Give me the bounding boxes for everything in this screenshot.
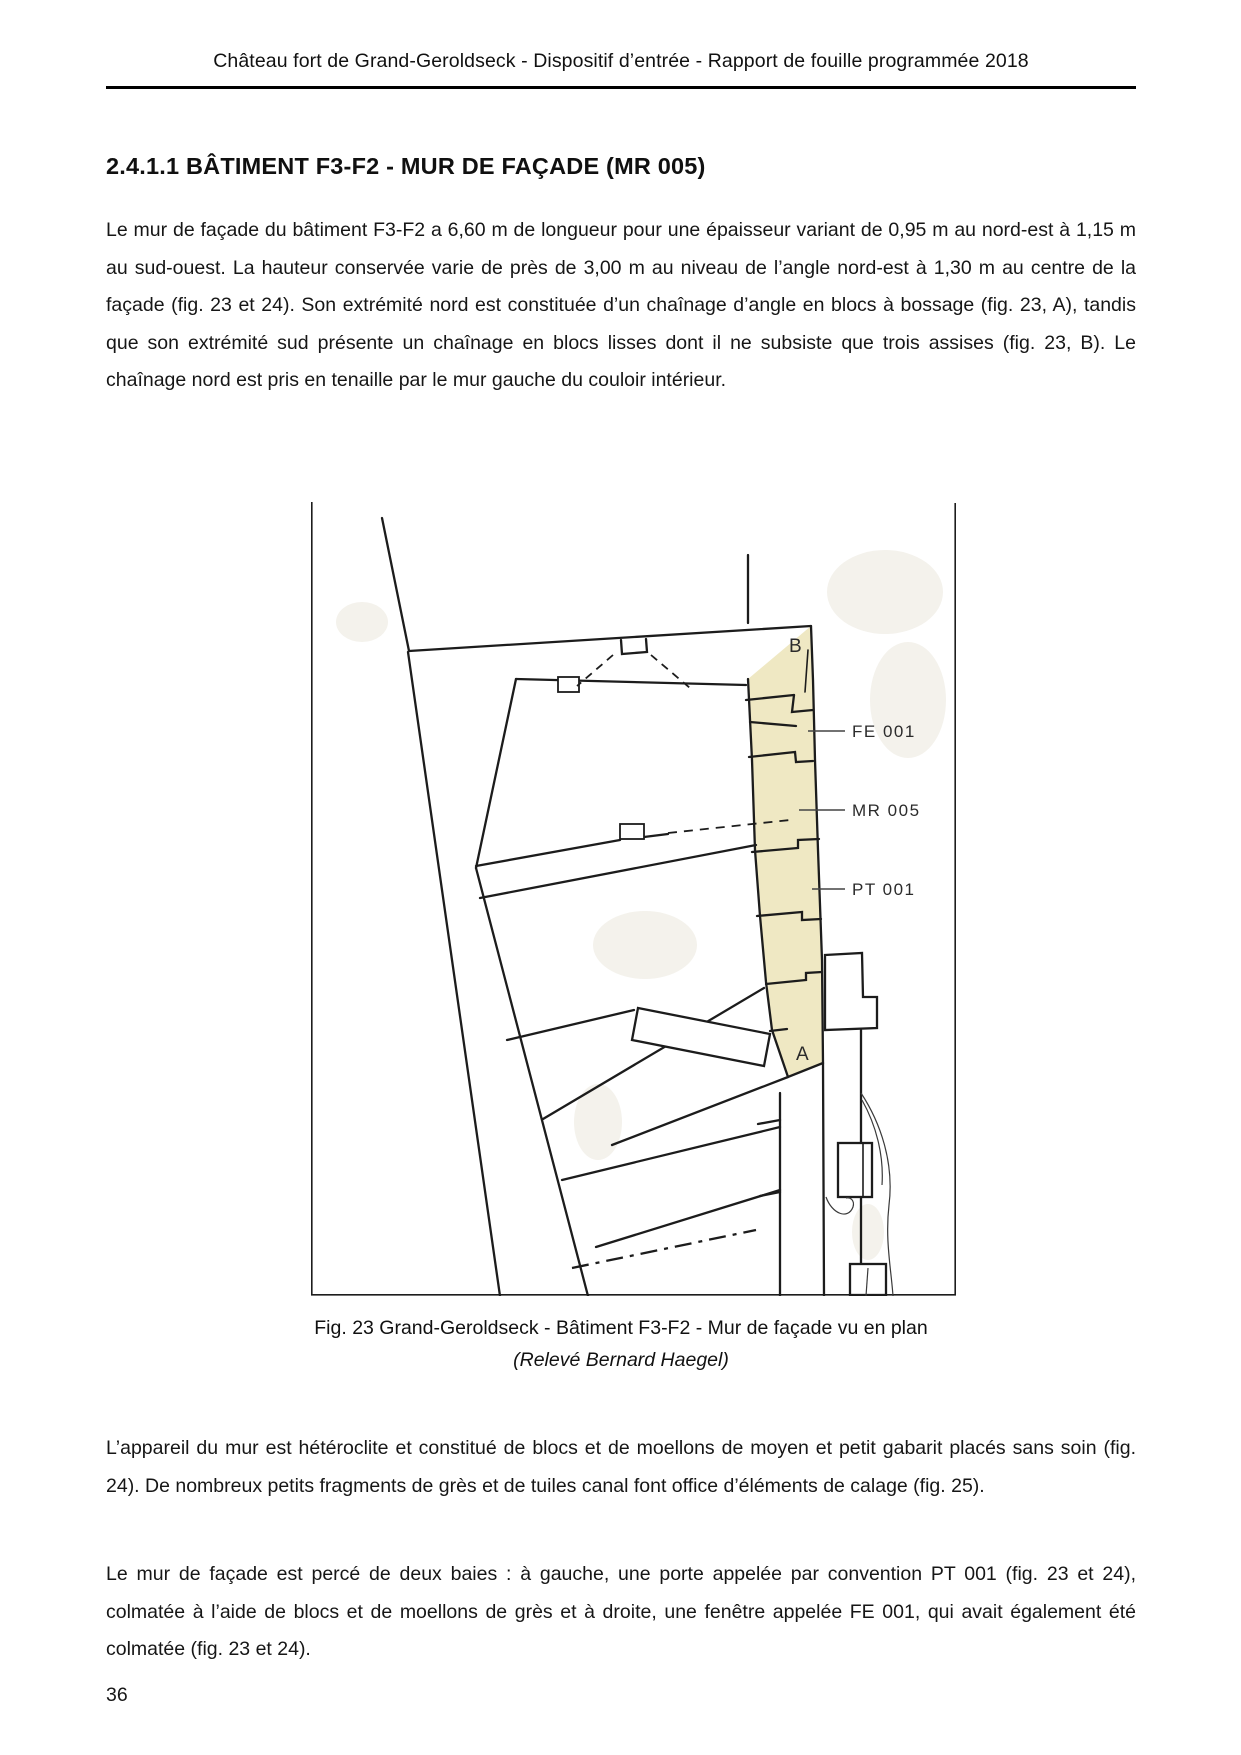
label-wall-mr005: MR 005 (852, 801, 921, 820)
building-top-wall (516, 679, 746, 685)
paragraph-masonry: L’appareil du mur est hétéroclite et constitué de blocs et de moellons de moyen et petit gabarit placés sans soin (fig. 24). De nombreux petits fragments de grès et de tuiles canal font office d’éléments de calage (fig. 25). (106, 1437, 1136, 1497)
figure-caption-credit: (Relevé Bernard Haegel) (513, 1349, 729, 1371)
header-rule (106, 86, 1136, 89)
east-building-step (825, 953, 877, 1030)
threshold-block (632, 1008, 770, 1066)
west-wall-outer (408, 652, 500, 1296)
paragraph-openings: Le mur de façade est percé de deux baies : à gauche, une porte appelée par convention PT 001 (fig. 23 et 24), colmatée à l’aide de blocs et de moellons de grès et à droite, une fenêtre appelée FE 001, qui avait également été colmatée (fig. 23 et 24). (106, 1563, 1136, 1661)
north-enclosure-wall (409, 626, 811, 651)
northwest-diagonal-wall (382, 518, 409, 651)
building-left-wall (476, 679, 516, 868)
running-header: Château fort de Grand-Geroldseck - Dispositif d’entrée - Rapport de fouille programmée 2018 (213, 50, 1029, 72)
plan-drawing (311, 483, 957, 1296)
figure-caption (106, 1312, 1136, 1376)
label-window-fe001: FE 001 (852, 722, 916, 741)
west-wall-inner (476, 868, 588, 1296)
east-opening (838, 1143, 872, 1197)
label-section-a: A (796, 1044, 810, 1065)
figure-23-plan (311, 483, 957, 1296)
page-number: 36 (106, 1684, 128, 1706)
figure-caption-title: Fig. 23 Grand-Geroldseck - Bâtiment F3-F2 - Mur de façade vu en plan (314, 1317, 928, 1339)
wall-notch (621, 639, 647, 654)
section-heading: 2.4.1.1 BÂTIMENT F3-F2 - MUR DE FAÇADE (MR 005) (106, 153, 706, 179)
corridor-wall (480, 845, 756, 898)
label-section-b: B (789, 636, 803, 657)
survey-marks (558, 677, 644, 839)
paragraph-facade-dimensions: Le mur de façade du bâtiment F3-F2 a 6,60 m de longueur pour une épaisseur variant de 0,95 m au nord-est à 1,15 m au sud-ouest. La hauteur conservée varie de près de 3,00 m au niveau de l’angle nord-est à 1,30 m au centre de la façade (fig. 23 et 24). Son extrémité nord est constituée d’un chaînage d’angle en blocs à bossage (fig. 23, A), tandis que son extrémité sud présente un chaînage en blocs lisses dont il ne subsiste que trois assises (fig. 23, B). Le chaînage nord est pris en tenaille par le mur gauche du couloir intérieur. (106, 219, 1136, 392)
label-door-pt001: PT 001 (852, 880, 916, 899)
